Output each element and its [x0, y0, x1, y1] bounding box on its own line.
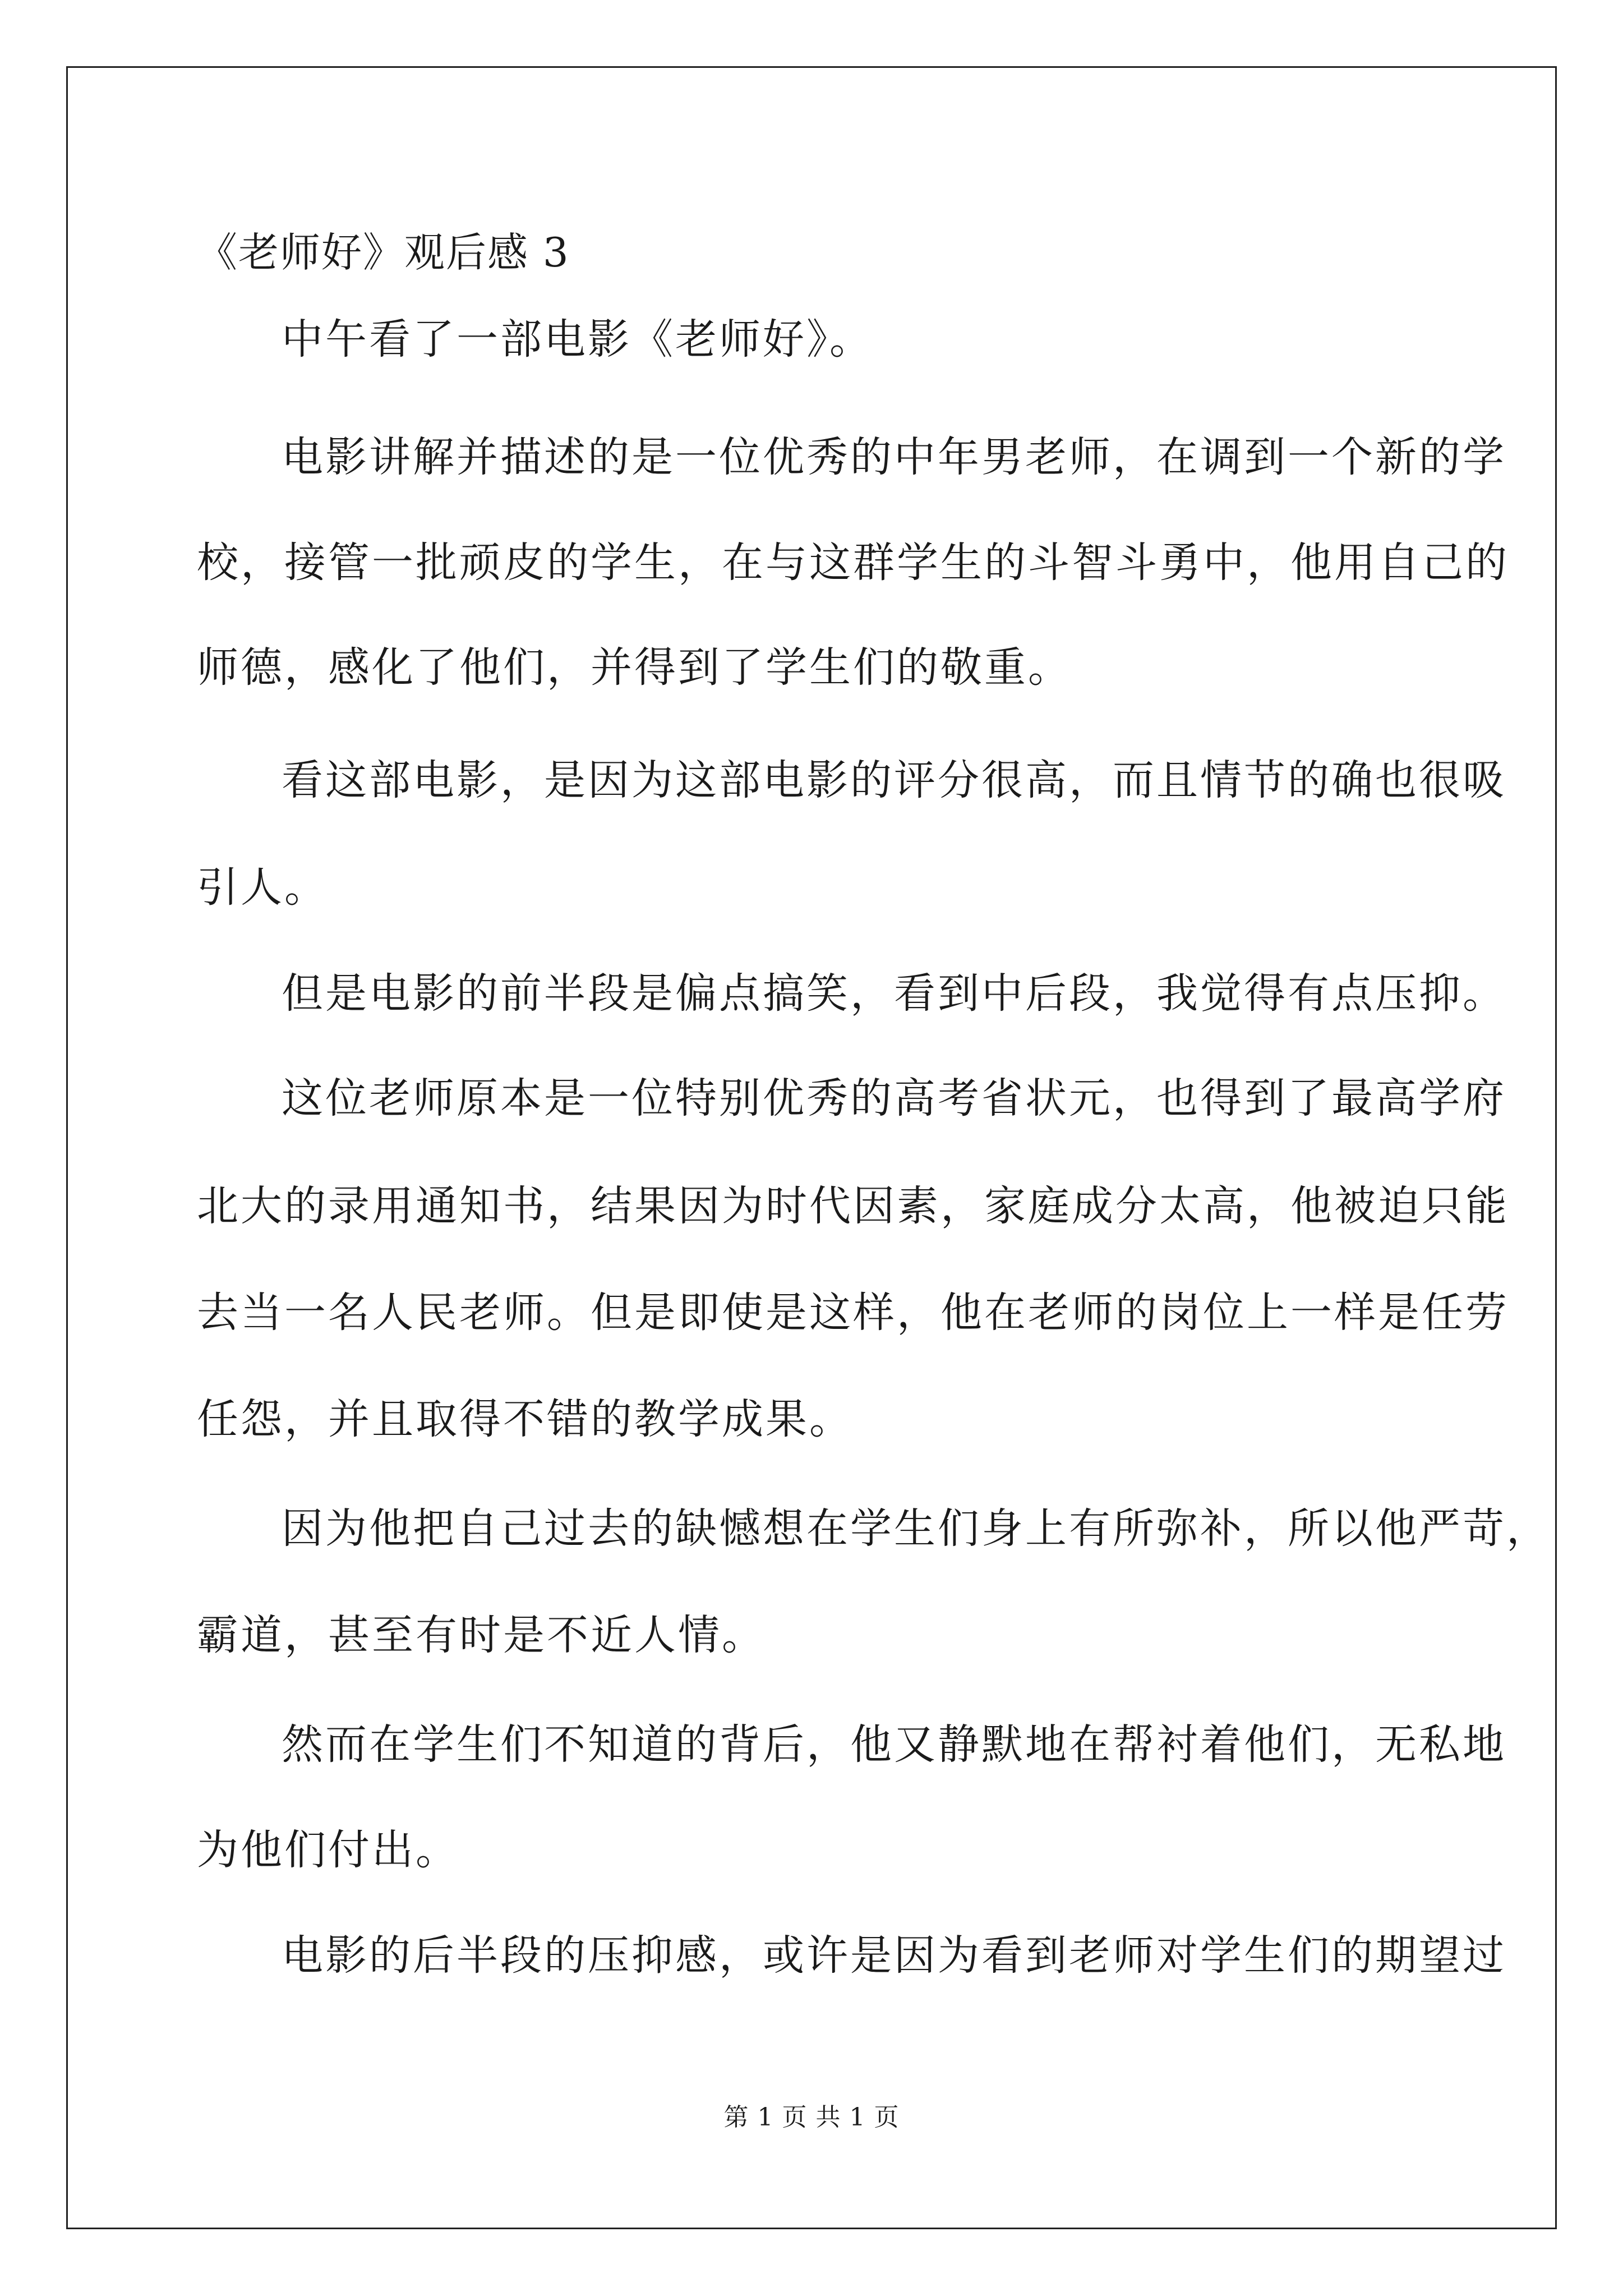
page-border: [66, 66, 1557, 2229]
paragraph-line: 为他们付出。: [197, 1826, 459, 1874]
paragraph-line: 校，接管一批顽皮的学生，在与这群学生的斗智斗勇中，他用自己的: [197, 539, 1509, 587]
paragraph-line: 霸道，甚至有时是不近人情。: [197, 1611, 766, 1659]
paragraph-line: 然而在学生们不知道的背后，他又静默地在帮衬着他们，无私地: [282, 1720, 1506, 1769]
paragraph-line: 北大的录用通知书，结果因为时代因素，家庭成分太高，他被迫只能: [197, 1182, 1509, 1230]
document-title: 《老师好》观后感 3: [197, 229, 570, 276]
paragraph-line: 因为他把自己过去的缺憾想在学生们身上有所弥补，所以他严苛，: [282, 1504, 1550, 1553]
paragraph-line: 看这部电影，是因为这部电影的评分很高，而且情节的确也很吸: [282, 756, 1506, 804]
paragraph-line: 中午看了一部电影《老师好》。: [282, 315, 873, 364]
paragraph-line: 电影的后半段的压抑感，或许是因为看到老师对学生们的期望过: [282, 1931, 1506, 1980]
paragraph-line: 这位老师原本是一位特别优秀的高考省状元，也得到了最高学府: [282, 1074, 1506, 1122]
paragraph-line: 电影讲解并描述的是一位优秀的中年男老师，在调到一个新的学: [282, 433, 1506, 481]
page-footer: 第 1 页 共 1 页: [723, 2103, 900, 2132]
paragraph-line: 但是电影的前半段是偏点搞笑，看到中后段，我觉得有点压抑。: [282, 969, 1506, 1018]
paragraph-line: 去当一名人民老师。但是即使是这样，他在老师的岗位上一样是任劳: [197, 1289, 1509, 1337]
paragraph-line: 任怨，并且取得不错的教学成果。: [197, 1395, 853, 1443]
paragraph-line: 师德，感化了他们，并得到了学生们的敬重。: [197, 643, 1072, 692]
paragraph-line: 引人。: [197, 863, 328, 912]
